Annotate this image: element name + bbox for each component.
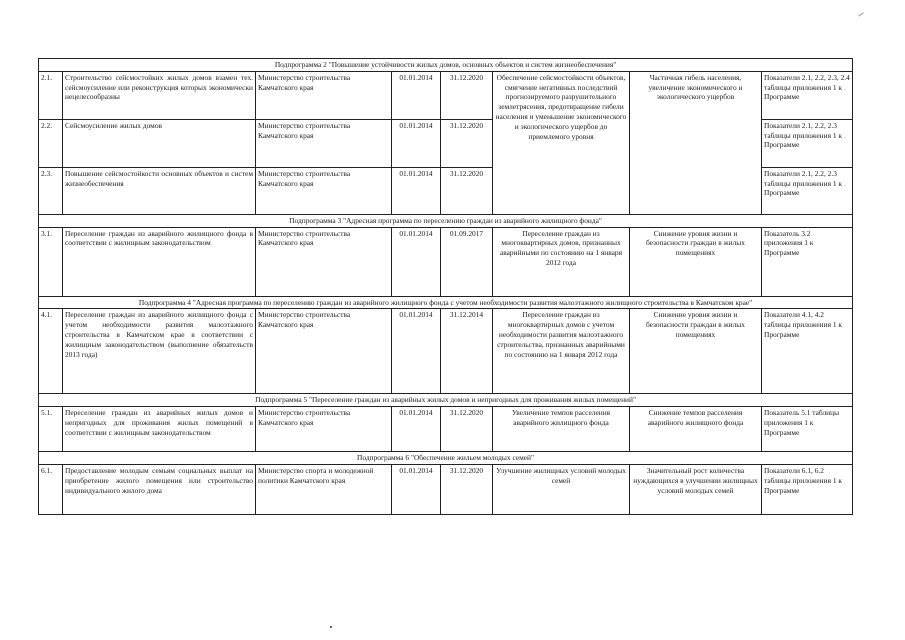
subprogram-6-header — [39, 452, 853, 465]
executor: Министерство спорта и молодежной политики Камчатского края — [256, 464, 392, 514]
executor: Министерство строительства Камчатского края — [256, 167, 392, 214]
end-date: 31.12.2020 — [441, 464, 493, 514]
indicators: Показатели 6.1, 6.2 таблицы приложения 1 к Программе — [762, 464, 853, 514]
indicators: Показатели 2.1, 2.2, 2.3, 2.4 таблицы приложения 1 к Программе — [762, 71, 853, 119]
scan-dot — [330, 626, 332, 628]
measure-name: Переселение граждан из аварийных жилых домов и непригодных для проживания жилых помещений в соответствии с жилищным законодательством — [63, 407, 256, 452]
executor: Министерство строительства Камчатского края — [256, 407, 392, 452]
end-date: 31.12.2014 — [441, 309, 493, 394]
start-date: 01.01.2014 — [392, 227, 441, 296]
start-date: 01.01.2014 — [392, 167, 441, 214]
executor: Министерство строительства Камчатского края — [256, 227, 392, 296]
table-row-5-1 — [39, 407, 853, 452]
end-date: 31.12.2020 — [441, 167, 493, 214]
row-number: 4.1. — [39, 309, 63, 394]
row-number: 2.1. — [39, 71, 63, 119]
row-number: 2.2. — [39, 119, 63, 167]
table-row-4-1 — [39, 309, 853, 394]
measure-name: Предоставление молодым семьям социальных выплат на приобретение жилого помещения или строительство индивидуального жилого дома — [63, 464, 256, 514]
executor: Министерство строительства Камчатского края — [256, 71, 392, 119]
expected-result: Увеличение темпов расселения аварийного жилищного фонда — [493, 407, 630, 452]
row-number: 5.1. — [39, 407, 63, 452]
indicators: Показатели 4.1, 4.2 таблицы приложения 1 к Программе — [762, 309, 853, 394]
non-implementation-consequences: Частичная гибель населения, увеличение экономического и экологического ущербов — [630, 71, 762, 214]
non-implementation-consequences: Снижение уровня жизни и безопасности граждан в жилых помещениях — [630, 227, 762, 296]
start-date: 01.01.2014 — [392, 71, 441, 119]
subprogram-3-header — [39, 214, 853, 227]
measure-name: Переселение граждан из аварийного жилищного фонда с учетом необходимости развития малоэтажного строительства в Камчатском крае в соответствии с жилищным законодательством (выполнение обязательств 2013 года) — [63, 309, 256, 394]
table-row-3-1 — [39, 227, 853, 296]
subprogram-5-title: Подпрограмма 5 "Переселение граждан из аварийных жилых домов и непригодных для проживания жилых помещений" — [39, 394, 853, 407]
expected-result: Обеспечение сейсмостойкости объектов, смягчение негативных последствий прогнозируемого разрушительного землетрясения, предотвращение гибели населения и уменьшение экономического и экологического ущербов до приемлемого уровня — [493, 71, 630, 214]
subprogram-4-header — [39, 296, 853, 309]
non-implementation-consequences: Значительный рост количества нуждающихся в улучшении жилищных условий молодых семей — [630, 464, 762, 514]
start-date: 01.01.2014 — [392, 464, 441, 514]
non-implementation-consequences: Снижение темпов расселения аварийного жилищного фонда — [630, 407, 762, 452]
non-implementation-consequences: Снижение уровня жизни и безопасности граждан в жилых помещениях — [630, 309, 762, 394]
program-measures-table — [38, 58, 853, 515]
row-number: 6.1. — [39, 464, 63, 514]
executor: Министерство строительства Камчатского края — [256, 309, 392, 394]
table-row-2-1 — [39, 71, 853, 119]
measure-name: Переселение граждан из аварийного жилищного фонда в соответствии с жилищным законодательством — [63, 227, 256, 296]
start-date: 01.01.2014 — [392, 309, 441, 394]
indicators: Показатель 3.2 приложения 1 к Программе — [762, 227, 853, 296]
row-number: 2.3. — [39, 167, 63, 214]
expected-result: Улучшение жилищных условий молодых семей — [493, 464, 630, 514]
scan-mark — [858, 12, 863, 16]
end-date: 31.12.2020 — [441, 71, 493, 119]
measure-name: Строительство сейсмостойких жилых домов взамен тех. сейсмоусиление или реконструкция которых экономически нецелесообразны — [63, 71, 256, 119]
table-row-6-1 — [39, 464, 853, 514]
executor: Министерство строительства Камчатского края — [256, 119, 392, 167]
indicators: Показатель 5.1 таблицы приложения 1 к Программе — [762, 407, 853, 452]
subprogram-6-title: Подпрограмма 6 "Обеспечение жильем молодых семей" — [39, 452, 853, 465]
indicators: Показатели 2.1, 2.2, 2.3 таблицы приложения 1 к Программе — [762, 119, 853, 167]
start-date: 01.01.2014 — [392, 119, 441, 167]
row-number: 3.1. — [39, 227, 63, 296]
subprogram-5-header — [39, 394, 853, 407]
start-date: 01.01.2014 — [392, 407, 441, 452]
subprogram-2-header — [39, 59, 853, 72]
subprogram-3-title: Подпрограмма 3 "Адресная программа по переселению граждан из аварийного жилищного фонда" — [39, 214, 853, 227]
end-date: 01.09.2017 — [441, 227, 493, 296]
subprogram-2-title: Подпрограмма 2 "Повышение устойчивости жилых домов, основных объектов и систем жизнеобеспечения" — [39, 59, 853, 72]
indicators: Показатели 2.1, 2.2, 2.3 таблицы приложения 1 к Программе — [762, 167, 853, 214]
expected-result: Переселение граждан из многоквартирных домов с учетом необходимости развития малоэтажного строительства, признанных аварийными по состоянию на 1 января 2012 года — [493, 309, 630, 394]
subprogram-4-title: Подпрограмма 4 "Адресная программа по переселению граждан из аварийного жилищного фонда с учетом необходимости развития малоэтажного жилищного строительства в Камчатском крае" — [39, 296, 853, 309]
measure-name: Повышение сейсмостойкости основных объектов и систем жизнеобеспечения — [63, 167, 256, 214]
end-date: 31.12.2020 — [441, 119, 493, 167]
measure-name: Сейсмоусиление жилых домов — [63, 119, 256, 167]
end-date: 31.12.2020 — [441, 407, 493, 452]
expected-result: Переселение граждан из многоквартирных домов, признанных аварийными по состоянию на 1 января 2012 года — [493, 227, 630, 296]
